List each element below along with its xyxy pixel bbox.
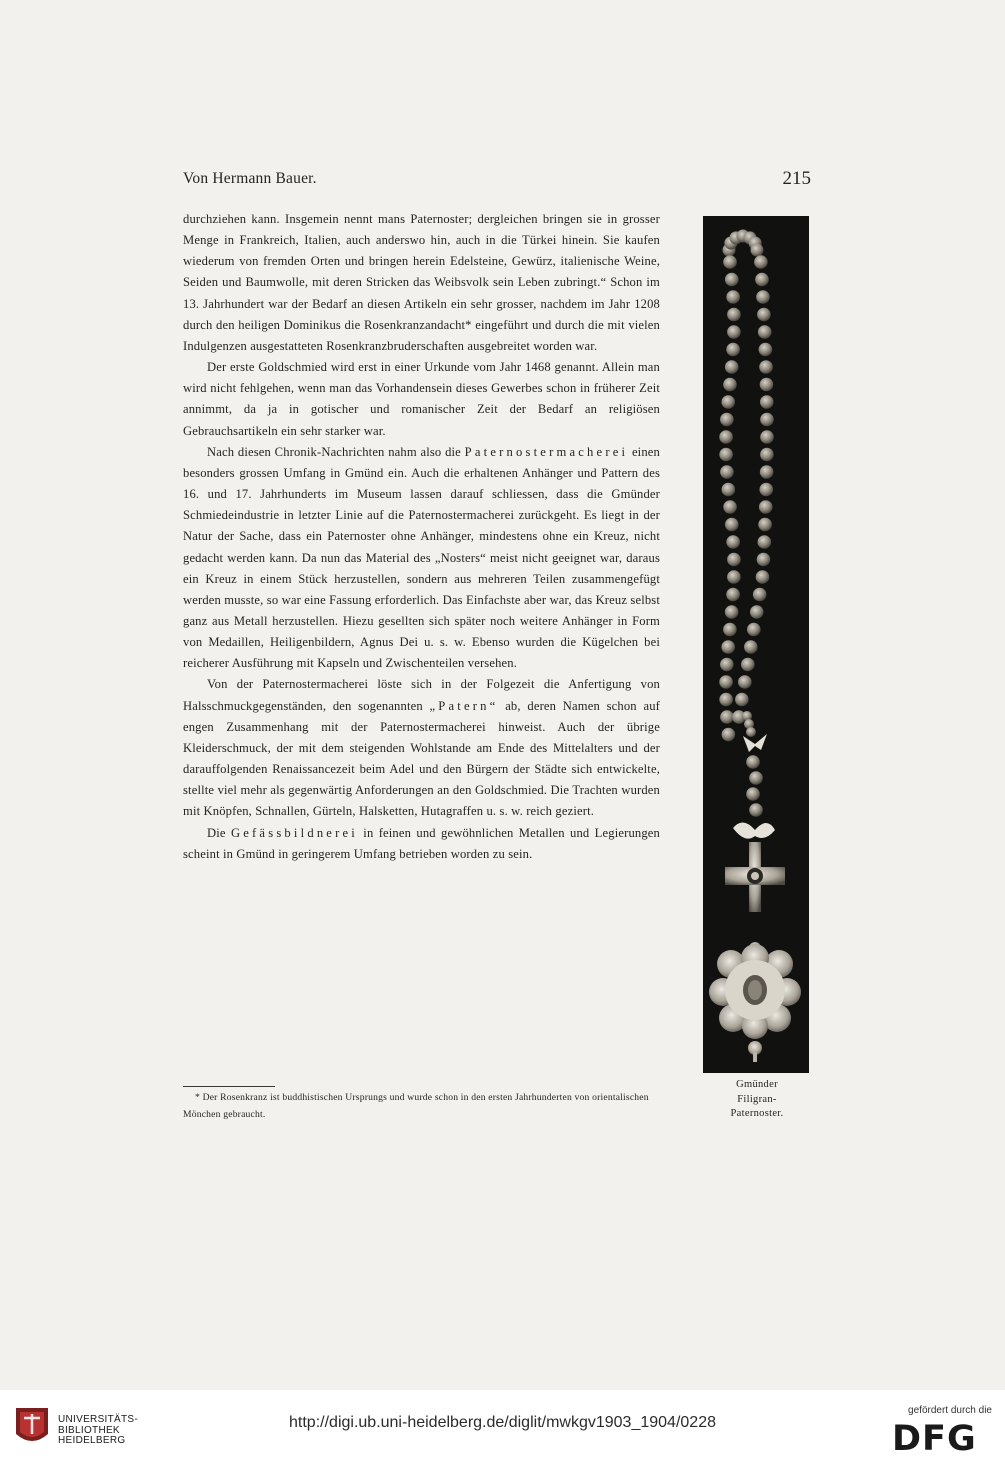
rosary-bead (727, 325, 741, 339)
rosary-bead (755, 273, 769, 287)
page-number: 215 (782, 168, 811, 189)
rosary-bead (720, 710, 734, 724)
rosary-bead (725, 360, 739, 374)
rosary-bead (751, 244, 764, 257)
rosary-bead (753, 588, 767, 602)
rosary-bead (760, 448, 774, 462)
paragraph-3: Nach diesen Chronik-Nachrichten nahm also die Paternostermacherei einen besonders grossen Umfang in Gmünd ein. Auch die erhaltenen Anhänger und Pattern des 16. und 17. Jahrhunderts im Museum lassen darauf schliessen, dass die Gmünder Schmiedeindustrie in letzter Linie auf die Paternostermacherei zurückgeht. Es liegt in der Natur der Sache, dass ein Paternoster ohne Anhänger, mindestens ohne ein Kreuz, nicht gedacht werden kann. Da nun das Material des „Nosters“ meist nicht geeignet war, daraus ein Kreuz in einem Stück herzustellen, sondern aus mehreren Teilen zusammengefügt werden musste, so war eine Fassung erforderlich. Das Einfachste aber war, das Kreuz selbst ganz aus Metall herzustellen. Hiezu gesellten sich später noch weitere Anhänger in Form von Medaillen, Heiligenbildern, Agnus Dei u. s. w. Ebenso wurden die Kügelchen bei reicherer Ausführung mit Kapseln und Zwischenteilen versehen. (183, 444, 660, 671)
footnote-rule (183, 1086, 275, 1087)
figure-caption: Gmünder Filigran- Paternoster. (730, 1079, 784, 1119)
rosary-bead (726, 290, 740, 304)
rosary-bead (723, 255, 737, 269)
filigree-pendant (709, 942, 801, 1062)
rosary-bead (744, 640, 758, 654)
rosary-bead (720, 465, 734, 479)
running-title: Von Hermann Bauer. (183, 170, 317, 187)
rosary-bead (749, 771, 763, 785)
rosary-bead (723, 500, 737, 514)
university-library-logo[interactable]: UNIVERSITÄTS- BIBLIOTHEK HEIDELBERG (58, 1414, 139, 1446)
rosary-bead (756, 570, 770, 584)
rosary-bead (757, 308, 771, 322)
rosary-bead (719, 430, 733, 444)
ribbon-bow (743, 734, 767, 752)
rosary-bead (727, 570, 741, 584)
rosary-bead (760, 465, 774, 479)
rosary-bead (725, 518, 739, 532)
rosary-bead (759, 360, 773, 374)
rosary-bead (750, 605, 764, 619)
paragraph-4: Von der Paternostermacherei löste sich in der Folgezeit die Anfertigung von Halsschmuckgegenständen, den sogenannten „Patern“ ab, deren Namen schon auf engen Zusammenhang mit der Paternostermacherei hinweist. Auch der übrige Kleiderschmuck, der mit dem steigenden Wohlstande am Ende des Mittelalters und der darauffolgenden Renaissancezeit beim Adel und den Bürgern der Städte sich entwickelte, stellte viel mehr als gegenwärtig Anforderungen an den Goldschmied. Die Trachten wurden mit Knöpfen, Schnallen, Gürteln, Halsketten, Hutagraffen u. s. w. reich geziert. (183, 677, 660, 819)
rosary-bead (738, 675, 752, 689)
rosary-bead (758, 518, 772, 532)
rosary-bead (760, 413, 774, 427)
rosary-bead (758, 535, 772, 549)
rosary-bead (747, 623, 761, 637)
rosary-bead (746, 727, 756, 737)
rosary-bead (723, 378, 737, 392)
funded-by-text: gefördert durch die (908, 1405, 992, 1416)
paragraph-5: Die Gefässbildnerei in feinen und gewöhnlichen Metallen und Legierungen scheint in Gmünd in geringerem Umfang betrieben worden zu sein. (183, 825, 660, 861)
spaced-term: „Patern“ (429, 698, 499, 713)
rosary-photograph (703, 216, 809, 1073)
rosary-bead (726, 588, 740, 602)
rosary-bead (727, 553, 741, 567)
dfg-logo[interactable]: DFG (892, 1419, 977, 1459)
running-head (183, 168, 811, 194)
rosary-bead (720, 658, 734, 672)
rosary-bead (757, 553, 771, 567)
rosary-bead (759, 500, 773, 514)
spaced-term: Paternostermacherei (464, 444, 629, 459)
rosary-bead (727, 308, 741, 322)
footnote: * Der Rosenkranz ist buddhistischen Ursprungs und wurde schon in den ersten Jahrhunderten von orientalischen Mönchen gebraucht. (183, 1092, 649, 1120)
spaced-term: Gefässbildnerei (230, 825, 358, 840)
rosary-bead (760, 395, 774, 409)
rosary-bead (726, 535, 740, 549)
lower-strand (742, 711, 763, 817)
rosary-bead (719, 693, 733, 707)
rosary-bead (759, 343, 773, 357)
rosary-bead (721, 640, 735, 654)
rosary-bead (725, 605, 739, 619)
rosary-bead (725, 273, 739, 287)
rosary-illustration (703, 216, 809, 1073)
rosary-bead (756, 290, 770, 304)
rosary-bead (735, 693, 749, 707)
permalink-url[interactable]: http://digi.ub.uni-heidelberg.de/diglit/mwkgv1903_1904/0228 (289, 1414, 716, 1431)
rosary-bead (721, 395, 735, 409)
bead-strand-right (732, 255, 774, 724)
rosary-bead (754, 255, 768, 269)
rosary-bead (749, 803, 763, 817)
rosary-bead (746, 787, 760, 801)
rosary-bead (758, 325, 772, 339)
body-text (183, 209, 660, 865)
filigree-cross (725, 842, 785, 912)
paragraph-1: durchziehen kann. Insgemein nennt mans Paternoster; dergleichen bringen sie in grosser Menge in Frankreich, Italien, auch anderswo hin, auch in die Türkei hinein. Sie kaufen wiederum von fremden Orten und bringen herein Edelsteine, Gewürz, italienische Weine, Seiden und Baumwolle, mit deren Stricken das Weibsvolk sein Leben zubringt.“ Schon im 13. Jahrhundert war der Bedarf an diesen Artikeln ein sehr grosser, nachdem im Jahr 1208 durch den heiligen Dominikus die Rosenkranzandacht* eingeführt und durch die mit vielen Indulgenzen ausgestatteten Rosenkranzbruderschaften ausgebreitet worden war. (183, 212, 660, 353)
rosary-bead (719, 448, 733, 462)
rosary-bead (741, 658, 755, 672)
rosary-bead (726, 343, 740, 357)
rosary-bead (746, 755, 760, 769)
ribbon-bow-lower (733, 822, 775, 838)
rosary-bead (723, 623, 737, 637)
rosary-bead (722, 483, 736, 497)
rosary-bead (760, 378, 774, 392)
rosary-bead (720, 413, 734, 427)
rosary-bead (759, 483, 773, 497)
rosary-bead (719, 675, 733, 689)
rosary-bead (722, 728, 736, 742)
rosary-bead (760, 430, 774, 444)
paragraph-2: Der erste Goldschmied wird erst in einer Urkunde vom Jahr 1468 genannt. Allein man wird nicht fehlgehen, wenn man das Vorhandensein dieses Gewerbes schon in früherer Zeit annimmt, da ja in gotischer und romanischer Zeit der Bedarf an religiösen Gebrauchsartikeln ein sehr starker war. (183, 360, 660, 438)
